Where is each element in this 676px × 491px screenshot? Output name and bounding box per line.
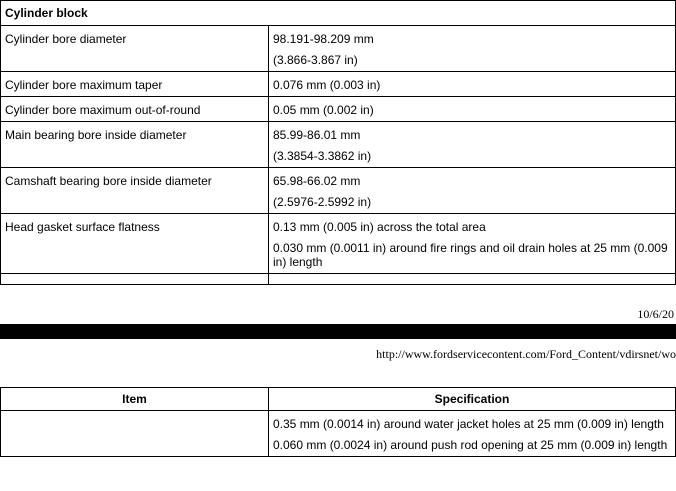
spec-cell: 98.191-98.209 mm (3.866-3.867 in) <box>269 26 676 72</box>
spec-cell: 65.98-66.02 mm (2.5976-2.5992 in) <box>269 168 676 214</box>
item-cell: Head gasket surface flatness <box>1 214 269 274</box>
spec-cell: 0.05 mm (0.002 in) <box>269 97 676 122</box>
item-cell: Cylinder bore maximum out-of-round <box>1 97 269 122</box>
table-row <box>1 168 676 214</box>
item-cell: Camshaft bearing bore inside diameter <box>1 168 269 214</box>
item-cell: Cylinder bore diameter <box>1 26 269 72</box>
table-row <box>1 411 676 457</box>
spec-table-continued <box>0 387 676 457</box>
table-row-continued <box>1 274 676 285</box>
section-title: Cylinder block <box>1 1 676 26</box>
page-divider-bar <box>0 324 676 339</box>
item-cell <box>1 411 269 457</box>
spec-cell: 0.35 mm (0.0014 in) around water jacket holes at 25 mm (0.009 in) length 0.060 mm (0.0024 in) around push rod opening at 25 mm (0.009 in) length <box>269 411 676 457</box>
page-url: http://www.fordservicecontent.com/Ford_Content/vdirsnet/wo <box>376 347 676 361</box>
table-row <box>1 97 676 122</box>
column-header-item: Item <box>1 388 269 411</box>
table-row <box>1 122 676 168</box>
header-row <box>1 388 676 411</box>
table-row <box>1 26 676 72</box>
spec-cell: 85.99-86.01 mm (3.3854-3.3862 in) <box>269 122 676 168</box>
table-row <box>1 214 676 274</box>
item-cell: Main bearing bore inside diameter <box>1 122 269 168</box>
table-row <box>1 72 676 97</box>
item-cell: Cylinder bore maximum taper <box>1 72 269 97</box>
spec-cell: 0.076 mm (0.003 in) <box>269 72 676 97</box>
column-header-specification: Specification <box>269 388 676 411</box>
page-date: 10/6/20 <box>637 307 674 321</box>
spec-cell: 0.13 mm (0.005 in) across the total area 0.030 mm (0.0011 in) around fire rings and oil drain holes at 25 mm (0.009 in) length <box>269 214 676 274</box>
